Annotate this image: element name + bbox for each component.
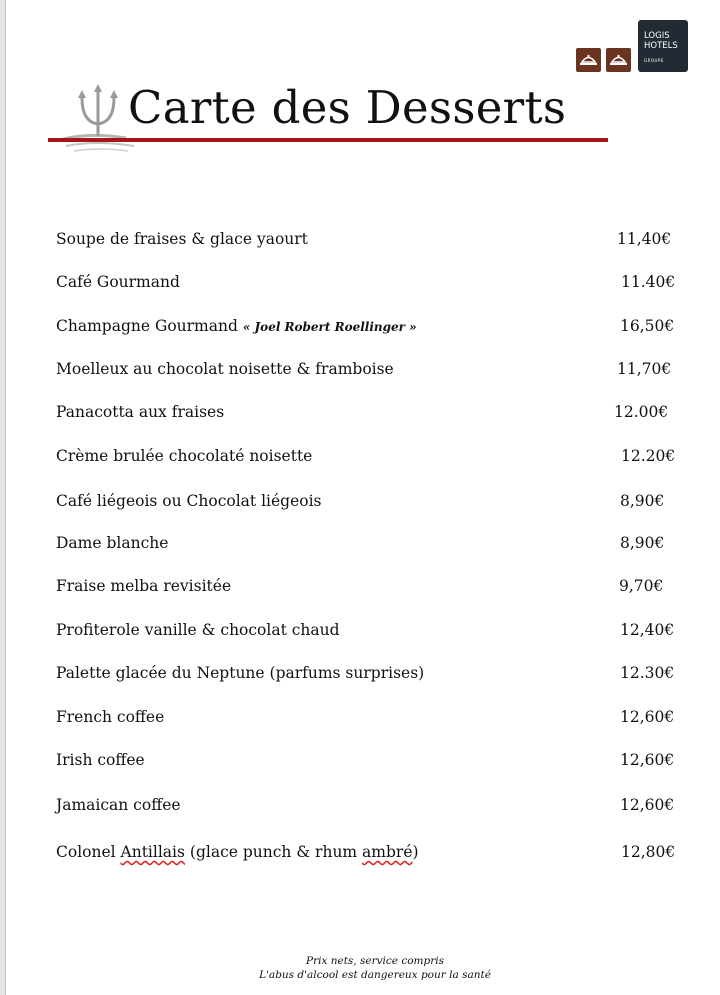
item-name xyxy=(56,314,417,339)
item-name xyxy=(56,270,180,294)
menu-item xyxy=(56,400,686,426)
cloche-icon xyxy=(606,48,631,72)
item-name xyxy=(56,793,181,817)
item-name xyxy=(56,227,308,251)
menu-item xyxy=(56,314,686,340)
item-name xyxy=(56,574,231,598)
logo-text-groupe: GROUPE xyxy=(644,58,664,63)
item-name-text: Panacotta aux fraises xyxy=(56,403,225,421)
item-name-text: Crème brulée chocolaté noisette xyxy=(56,447,313,465)
menu-item xyxy=(56,227,686,253)
item-price: 12.30€ xyxy=(620,664,675,682)
item-name xyxy=(56,400,224,424)
item-price: 8,90€ xyxy=(620,534,665,552)
cloche-icon xyxy=(576,48,601,72)
item-price: 11,70€ xyxy=(617,360,672,378)
item-price: 12,60€ xyxy=(620,708,675,726)
item-name-text: Champagne Gourmand xyxy=(56,317,243,335)
item-name-text: Café Gourmand xyxy=(56,273,180,291)
item-name-part: ambré xyxy=(362,843,413,861)
item-name-text: Moelleux au chocolat noisette & framboise xyxy=(56,360,394,378)
item-name xyxy=(56,444,312,468)
logo-text-logis: LOGIS xyxy=(644,31,670,41)
menu-item xyxy=(56,748,686,774)
item-name-text: Profiterole vanille & chocolat chaud xyxy=(56,621,340,639)
menu-item xyxy=(56,531,686,557)
logo-group xyxy=(576,20,696,74)
item-name-part: ) xyxy=(412,843,419,861)
item-price: 12,60€ xyxy=(620,796,675,814)
item-note: « Joel Robert Roellinger » xyxy=(242,320,417,334)
item-name-text: Palette glacée du Neptune (parfums surprises) xyxy=(56,664,425,682)
menu-item xyxy=(56,840,686,866)
item-name-text: Café liégeois ou Chocolat liégeois xyxy=(56,492,322,510)
page-header xyxy=(48,80,610,160)
menu-item xyxy=(56,444,686,470)
item-name-text: French coffee xyxy=(56,708,165,726)
item-name xyxy=(56,489,322,513)
footer xyxy=(0,954,720,982)
item-name-text: Irish coffee xyxy=(56,751,145,769)
item-name xyxy=(56,531,168,555)
item-name xyxy=(56,661,424,685)
menu-item xyxy=(56,574,686,600)
item-price: 9,70€ xyxy=(619,577,664,595)
logis-hotels-logo xyxy=(638,20,688,72)
item-price: 12,80€ xyxy=(621,843,676,861)
item-name xyxy=(56,618,340,642)
menu-item xyxy=(56,661,686,687)
menu-item xyxy=(56,618,686,644)
item-name xyxy=(56,357,394,381)
item-name-text: Fraise melba revisitée xyxy=(56,577,232,595)
menu-item xyxy=(56,270,686,296)
item-name-text: Dame blanche xyxy=(56,534,169,552)
footer-line-1: Prix nets, service compris xyxy=(306,955,444,967)
item-price: 11,40€ xyxy=(617,230,672,248)
item-name-part: (glace punch & rhum xyxy=(184,843,363,861)
page-title: Carte des Desserts xyxy=(128,81,567,134)
menu-item xyxy=(56,489,686,515)
item-price: 12.20€ xyxy=(621,447,676,465)
item-price: 8,90€ xyxy=(620,492,665,510)
item-price: 12.00€ xyxy=(614,403,669,421)
item-name-part: Colonel xyxy=(56,843,121,861)
menu-item xyxy=(56,705,686,731)
item-name xyxy=(56,705,164,729)
item-name-part: Antillais xyxy=(120,843,185,861)
logo-text-hotels: HOTELS xyxy=(644,41,678,51)
item-price: 12,60€ xyxy=(620,751,675,769)
item-price: 12,40€ xyxy=(620,621,675,639)
item-name-text: Jamaican coffee xyxy=(56,796,181,814)
title-rule xyxy=(48,138,608,142)
page-edge-line xyxy=(5,0,6,995)
item-name xyxy=(56,840,419,864)
menu-item xyxy=(56,357,686,383)
item-name-text: Soupe de fraises & glace yaourt xyxy=(56,230,308,248)
item-price: 16,50€ xyxy=(620,317,675,335)
footer-line-2: L'abus d'alcool est dangereux pour la santé xyxy=(259,969,491,981)
item-price: 11.40€ xyxy=(621,273,676,291)
menu-item xyxy=(56,793,686,819)
item-name xyxy=(56,748,145,772)
